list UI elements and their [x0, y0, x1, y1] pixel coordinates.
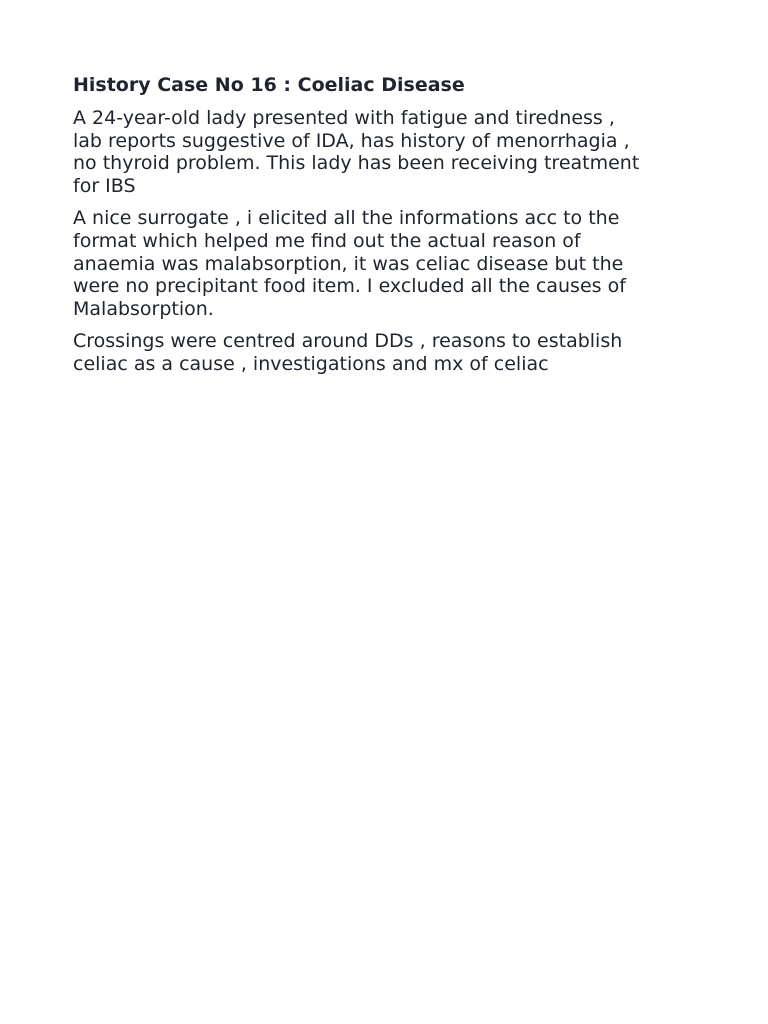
- paragraph-surrogate-notes: [73, 207, 703, 320]
- paragraph-case-summary: [73, 107, 703, 197]
- text-line: A nice surrogate , i elicited all the informations acc to the: [73, 207, 620, 230]
- text-line: for IBS: [73, 174, 136, 197]
- text-line: no thyroid problem. This lady has been receiving treatment: [73, 152, 640, 175]
- paragraph-crossings: [73, 330, 703, 375]
- text-line: were no precipitant food item. I excluded all the causes of: [73, 275, 626, 298]
- document-title: History Case No 16 : Coeliac Disease: [73, 74, 465, 96]
- text-line: A 24-year-old lady presented with fatigue and tiredness ,: [73, 107, 615, 129]
- text-line: lab reports suggestive of IDA, has history of menorrhagia ,: [73, 129, 630, 152]
- text-line: Malabsorption.: [73, 297, 214, 320]
- text-line: anaemia was malabsorption, it was celiac disease but the: [73, 252, 624, 275]
- text-line: celiac as a cause , investigations and mx of celiac: [73, 352, 549, 375]
- text-line: format which helped me find out the actual reason of: [73, 229, 581, 252]
- text-line: Crossings were centred around DDs , reasons to establish: [73, 330, 623, 353]
- document-body: [73, 72, 703, 386]
